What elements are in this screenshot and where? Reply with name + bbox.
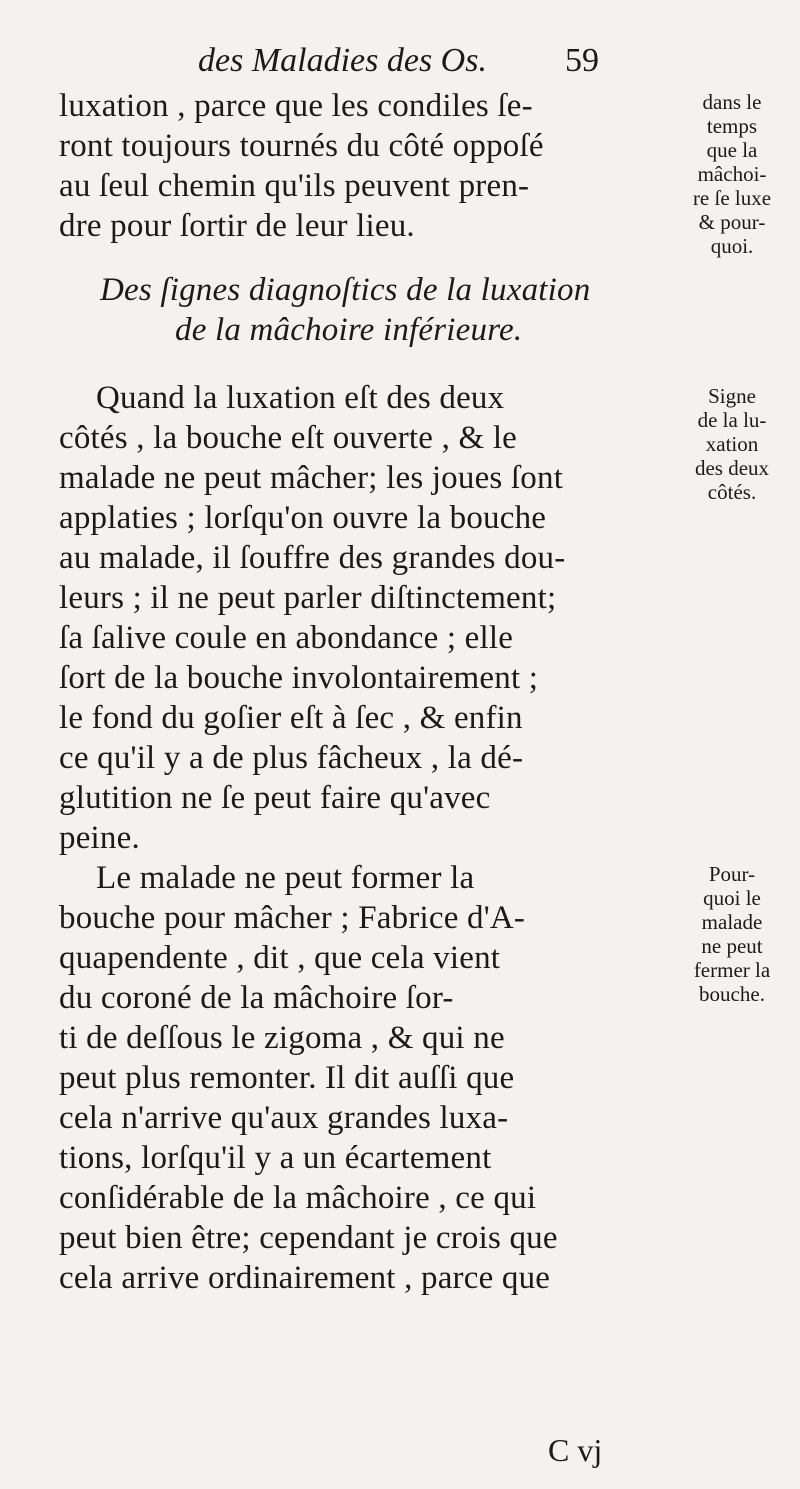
margin-note-line: mâchoi-	[697, 162, 767, 186]
margin-note-line: ne peut	[701, 934, 763, 958]
margin-note-line: quoi.	[710, 234, 754, 258]
text-line: du coroné de la mâchoire ſor-	[59, 980, 454, 1016]
text-line: le fond du goſier eſt à ſec , & enfin	[59, 700, 523, 736]
text-line: applaties ; lorſqu'on ouvre la bouche	[59, 500, 547, 536]
text-line: peut plus remonter. Il dit auſſi que	[59, 1060, 515, 1096]
text-line: cela arrive ordinairement , parce que	[59, 1260, 551, 1296]
margin-note-line: Pour-	[708, 862, 756, 886]
text-line: ſort de la bouche involontairement ;	[59, 660, 539, 696]
text-line: ront toujours tournés du côté oppoſé	[59, 128, 544, 164]
text-line: cela n'arrive qu'aux grandes luxa-	[59, 1100, 509, 1136]
section-heading: de la mâchoire inférieure.	[175, 312, 523, 348]
text-line: dre pour ſortir de leur lieu.	[59, 208, 415, 244]
text-line: luxation , parce que les condiles ſe-	[59, 88, 533, 124]
text-line: quapendente , dit , que cela vient	[59, 940, 501, 976]
text-line: au ſeul chemin qu'ils peuvent pren-	[59, 168, 530, 204]
margin-note-line: de la lu-	[697, 408, 767, 432]
text-line: conſidérable de la mâchoire , ce qui	[59, 1180, 537, 1216]
text-line: tions, lorſqu'il y a un écartement	[59, 1140, 492, 1176]
margin-note-line: malade	[701, 910, 763, 934]
text-line: ce qu'il y a de plus fâcheux , la dé-	[59, 740, 524, 776]
margin-note-line: des deux	[694, 456, 770, 480]
margin-note-line: bouche.	[699, 982, 765, 1006]
text-line: Quand la luxation eſt des deux	[96, 380, 505, 416]
margin-note	[672, 862, 792, 1006]
text-line: leurs ; il ne peut parler diſtinctement;	[59, 580, 557, 616]
text-line: au malade, il ſouffre des grandes dou-	[59, 540, 566, 576]
margin-note-line: quoi le	[703, 886, 761, 910]
running-title: des Maladies des Os.	[198, 42, 487, 79]
margin-note-line: dans le	[702, 90, 762, 114]
text-line: peut bien être; cependant je crois que	[59, 1220, 558, 1256]
text-line: malade ne peut mâcher; les joues ſont	[59, 460, 564, 496]
margin-note-line: re ſe luxe	[692, 186, 772, 210]
margin-note-line: temps	[706, 114, 758, 138]
margin-note-line: côtés.	[707, 480, 757, 504]
text-line: Le malade ne peut former la	[96, 860, 475, 896]
margin-note-line: que la	[706, 138, 758, 162]
margin-note-line: & pour-	[698, 210, 766, 234]
signature-mark: C vj	[548, 1432, 603, 1468]
margin-note-line: xation	[705, 432, 759, 456]
text-line: peine.	[59, 820, 140, 856]
text-line: ſa ſalive coule en abondance ; elle	[59, 620, 514, 656]
page-number: 59	[565, 42, 599, 79]
text-line: bouche pour mâcher ; Fabrice d'A-	[59, 900, 526, 936]
margin-note	[672, 90, 792, 258]
text-line: côtés , la bouche eſt ouverte , & le	[59, 420, 518, 456]
margin-note-line: fermer la	[693, 958, 771, 982]
text-line: glutition ne ſe peut faire qu'avec	[59, 780, 491, 816]
margin-note-line: Signe	[708, 384, 756, 408]
margin-note	[672, 384, 792, 504]
section-heading: Des ſignes diagnoſtics de la luxation	[100, 272, 591, 308]
text-line: ti de deſſous le zigoma , & qui ne	[59, 1020, 505, 1056]
